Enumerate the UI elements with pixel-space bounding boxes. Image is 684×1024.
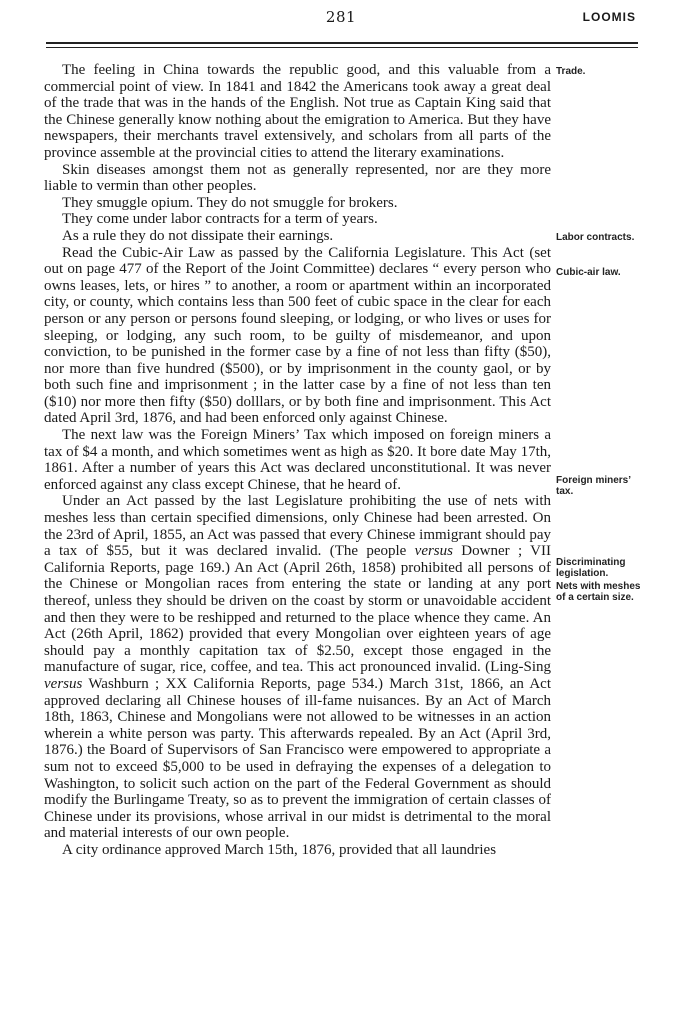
running-head: LOOMIS [582, 10, 636, 24]
sidenote-trade: Trade. [556, 66, 586, 77]
header-rule-thin [46, 47, 638, 48]
paragraph-trade: The feeling in China towards the republic good, and this valuable from a commercial point of view. In 1841 and 1842 the Americans took away a great deal of the trade that was in the hands of the English. Not true as Captain King said that the Chinese generally know nothing about the emigration to America. But they have newspapers, their merchants travel extensively, and scholars from all parts of the province assemble at the provincial cities to attend the literary examinations. [44, 62, 551, 161]
italic-versus: versus [44, 675, 83, 692]
sidenote-cubic-air-law: Cubic-air law. [556, 267, 621, 278]
paragraph-discriminating-legislation [44, 493, 551, 841]
paragraph-text: Under an Act passed by the last Legislature prohibiting the use of nets with meshes less than certain specified dimensions, only Chinese had been arrested. On the 23rd of April, 1855, an Act was passed that every Chinese immigrant should pay a tax of $55, but it was declared invalid. (The people [44, 493, 551, 560]
paragraph-labor-contracts: They come under labor contracts for a term of years. [62, 211, 378, 228]
sidenote-foreign-miners-tax: Foreign miners’ tax. [556, 475, 631, 497]
sidenote-labor-contracts: Labor contracts. [556, 232, 635, 243]
paragraph-cubic-air-law: Read the Cubic-Air Law as passed by the California Legislature. This Act (set out on page 477 of the Report of the Joint Committee) declares “ every person who owns leases, lets, or hires ” to another, a room or apartment within an incorporated city, or county, which contains less than 500 feet of cubic space in the clear for each person or any person or persons found sleeping, or lodging, or who lives or uses for sleeping, or lodging, any such room, to be guilty of misdemeanor, and upon conviction, to be punished in the former case by a fine of not less than fifty ($50), nor more than five hundred ($500), or by imprisonment in the county gaol, or by both such fine and imprisonment ; in the latter case by a fine of not less than ten ($10) nor more then fifty ($50) dolllars, or by both fine and imprisonment. This Act dated April 3rd, 1876, and had been enforced only against Chinese. [44, 244, 551, 427]
sidenote-nets-with-meshes: Nets with meshes of a certain size. [556, 581, 641, 603]
paragraph-text: Downer ; VII California Reports, page 169.) An Act (April 26th, 1858) prohibited all persons of the Chinese or Mongolian races from entering the state or landing at any port thereof, unless they should be driven on the coast by storm or unavoidable accident and then they were to be reshipped and returned to the place whence they came. An Act (26th April, 1862) provided that every Mongolian over eighteen years of age should pay a monthly capitation tax of $2.50, except those engaged in the manufacture of sugar, rice, coffee, and tea. This act pronounced invalid. (Ling-Sing [44, 543, 551, 676]
sidenote-discriminating-legislation: Discriminating legislation. [556, 557, 626, 579]
paragraph-earnings: As a rule they do not dissipate their earnings. [62, 227, 334, 244]
page-header [46, 8, 636, 38]
header-rule-thick [46, 42, 638, 44]
body-text [44, 62, 551, 859]
paragraph-skin-diseases: Skin diseases amongst them not as generally represented, nor are they more liable to vermin than other peoples. [44, 161, 551, 195]
paragraph-foreign-miners-tax: The next law was the Foreign Miners’ Tax which imposed on foreign miners a tax of $4 a month, and which sometimes went as high as $20. It bore date May 17th, 1861. After a number of years this Act was declared unconstitutional. It was never enforced against any class except Chinese, that he heard of. [44, 427, 551, 493]
paragraph-opium: They smuggle opium. They do not smuggle for brokers. [62, 194, 398, 211]
paragraph-laundries: A city ordinance approved March 15th, 1876, provided that all laundries [62, 841, 497, 858]
paragraph-text: Washburn ; XX California Reports, page 534.) March 31st, 1866, an Act approved declaring all Chinese houses of ill-fame nuisances. By an Act of March 18th, 1863, Chinese and Mongolians were not allowed to be witnesses in an action wherein a white person was party. This afterwards repealed. By an Act (April 3rd, 1876.) the Board of Supervisors of San Francisco were empowered to appropriate a sum not to exceed $5,000 to be used in defraying the expenses of a delegation to Washington, to solicit such action on the part of the Federal Government as should modify the Burlingame Treaty, so as to prevent the immigration of certain classes of Chinese under its provisions, whose arrival in our midst is detrimental to the moral and material interests of our own people. [44, 675, 551, 842]
page-number: 281 [325, 8, 357, 26]
italic-versus: versus [414, 543, 453, 560]
